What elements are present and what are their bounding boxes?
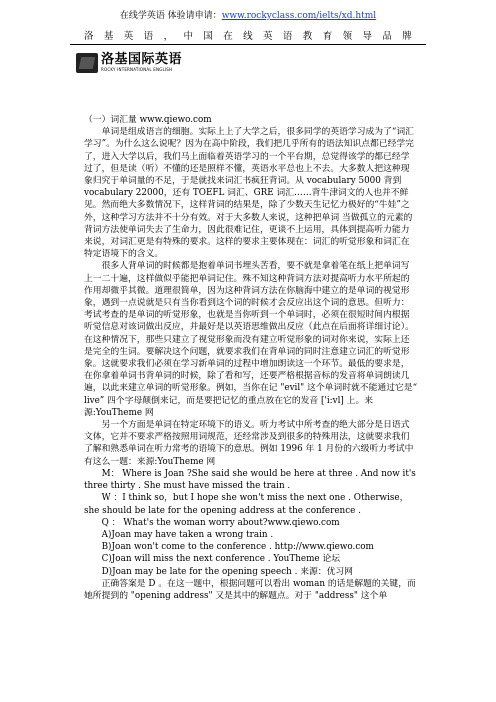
dialogue-woman: W ：I think so，but I hope she won't miss the next one . Otherwise，she should be late for the opening address at the conference .	[84, 493, 409, 516]
slogan-char: 领	[342, 31, 353, 42]
logo-en-text: ROCKY INTERNATIONAL ENGLISH	[101, 67, 173, 72]
slogan-char: 英	[263, 31, 273, 42]
paragraph: 正确答案是 D 。在这一题中，根据问题可以看出 woman 的话是解题的关键，而她所提到的 "opening address" 又是其中的解题点。对于 "address" 这个单	[84, 578, 416, 601]
slogan-char: 中	[183, 31, 193, 42]
question: Q ： What's the woman worry about?www.qiewo.com	[101, 517, 340, 528]
paragraph: 另一个方面是单词在特定环境下的语义。听力考试中所考查的绝大部分是日语式文体，它并不要求严格按照用词规范，还经常涉及到很多的特殊用法，这就要求我们了解和熟悉单词在听力常考的语境下的意思。例如 1996 年 1 月份的六级听力考试中有这么一题：来源:YouTheme 网	[84, 420, 414, 467]
brand-logo	[76, 50, 182, 76]
logo-mark-icon	[76, 53, 98, 73]
slogan-char: 品	[382, 31, 392, 42]
logo-cn-text: 洛基国际英语	[101, 52, 183, 67]
slogan-char: 国	[203, 31, 213, 42]
option-a: A)Joan may have taken a wrong train .	[101, 529, 274, 540]
option-d: D)Joan may be late for the opening speech . 来源：优习网	[101, 566, 353, 577]
header-divider	[70, 44, 426, 45]
slogan-char: 语	[143, 31, 154, 42]
slogan-char: 线	[243, 31, 253, 42]
slogan-char: 在	[223, 31, 233, 42]
slogan	[84, 28, 412, 42]
slogan-char: 导	[362, 31, 372, 42]
article-body	[84, 114, 418, 602]
slogan-char: 洛	[84, 31, 94, 42]
slogan-char: 育	[322, 31, 333, 42]
slogan-char: ，	[163, 31, 174, 42]
option-c: C)Joan will miss the next conference . YouTheme 论坛	[101, 554, 341, 565]
slogan-char: 牌	[402, 31, 412, 42]
slogan-char: 教	[302, 31, 313, 42]
slogan-char: 语	[282, 31, 293, 42]
option-b: B)Joan won't come to the conference . http://www.qiewo.com	[101, 542, 374, 553]
dialogue-man: M： Where is Joan ?She said she would be here at three . And now it's three thirty . She must have missed the train .	[84, 468, 416, 492]
site-banner	[0, 8, 496, 21]
banner-link[interactable]: www.rockyclass.com/ielts/xd.html	[221, 11, 377, 21]
section-heading: （一）词汇量 www.qiewo.com	[84, 115, 212, 125]
banner-prefix: 在线学英语 体验请申请：	[119, 11, 222, 21]
slogan-char: 基	[103, 31, 114, 42]
slogan-char: 英	[123, 31, 134, 42]
paragraph: 很多人背单词的时候都是抱着单词书埋头苦看，要不就是拿着笔在纸上把单词写上一二十遍，这样做似乎能把单词记住。殊不知这种背词方法对提高听力水平所起的作用却微乎其微。道理很简单，因为这种背词方法在你脑海中建立的是单词的视觉形象，遇到一点说就是只有当你看到这个词的时候才会反应出这个词的意思。但听力：考试考查的是单词的听觉形象，也就是当你听到一个单词时，必须在很短时间内根据听觉信息对该词做出反应，并最好是以英语思维做出反应（此点在后面将详细讨论）。在这种情况下，那些只建立了视觉形象而没有建立听觉形象的词对你来说，实际上还是完全的生词。要解决这个问题，就要求我们在背单词的同时注意建立词汇的听觉形象。这就要求我们必须在学习新单词的过程中增加朗读这一个环节。最低的要求是，在你拿着单词书背单词的时候，除了看和写，还要严格根据音标的发音将单词朗读几遍，以此来建立单词的听觉形象。例如，当你在记 "evil" 这个单词时就不能通过它是“ live” 四个字母颠倒来记，而是要把记忆的重点放在它的发音 ['i:vl] 上。来源:YouTheme 网	[84, 261, 418, 418]
paragraph: 单词是组成语言的细胞。实际上上了大学之后，很多同学的英语学习成为了“词汇学习”。为什么这么说呢？因为在高中阶段，我们把几乎所有的语法知识点都已经学完了，进入大学以后，我们马上面临着英语学习的一个平台期，总觉得该学的都已经学过了，但是读（听）不懂的还是照样不懂，英语水平总也上不去。大多数人把这种现象归究于单词量的不足，于是就找来词汇书疯狂背词。从 vocabulary 5000 背到 vocabulary 22000，还有 TOEFL 词汇、GRE 词汇……背牛津词文的人也并不鲜见。然而绝大多数情况下，这样背词的结果是，除了少数天生记忆力极好的“牛娃”之外，这种学习方法并不十分有效。对于大多数人来说，这种把单词 当做孤立的元素的背词方法使单词失去了生命力，因此很难记住，更谈不上运用，具体到提高听力能力来说，对词汇更是有特殊的要求。这样的要求主要体现在：词汇的听觉形象和词汇在特定语境下的含义。	[84, 127, 414, 260]
